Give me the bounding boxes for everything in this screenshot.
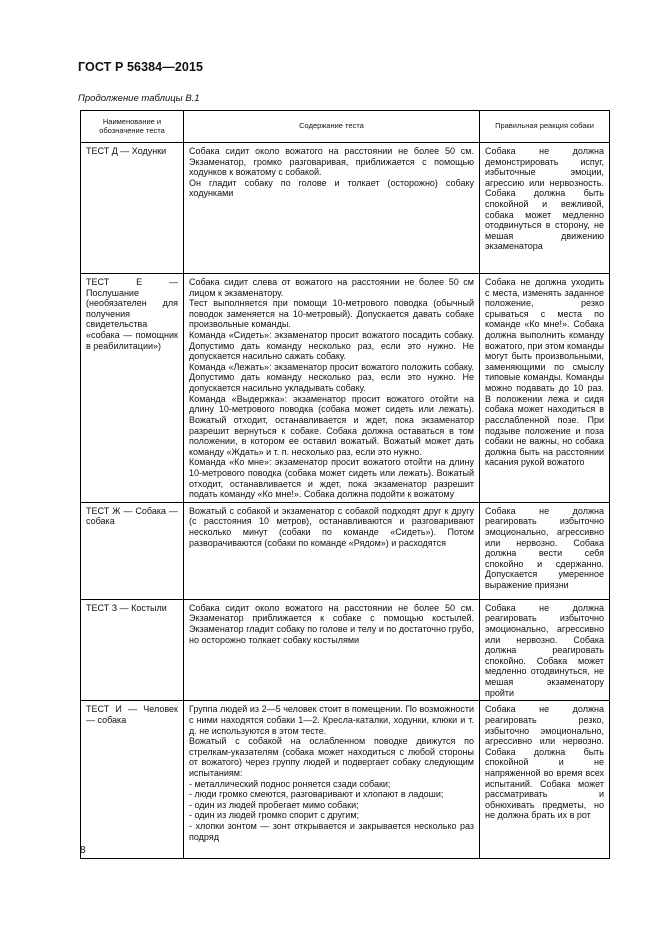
content-list-item: - хлопки зонтом — зонт открывается и закрывается несколько раз подряд bbox=[189, 820, 474, 842]
content-paragraph: Собака сидит около вожатого на расстоянии не более 50 см. Экзаменатор приближается к собаке с помощью костылей. Экзаменатор гладит собаку по голове и телу и по достаточно грубо, но осторожно толкает собаку костылями bbox=[189, 602, 474, 645]
table-row bbox=[81, 143, 610, 274]
standard-code: ГОСТ Р 56384—2015 bbox=[78, 60, 204, 74]
content-list-item: - один из людей пробегает мимо собаки; bbox=[189, 799, 359, 810]
dog-reaction bbox=[480, 701, 610, 859]
content-paragraph: Он гладит собаку по голове и толкает (осторожно) собаку ходунками bbox=[189, 177, 474, 199]
dog-reaction bbox=[480, 502, 610, 599]
content-paragraph: Команда «Ко мне»: экзаменатор просит вожатого отойти на длину 10-метрового поводка (собака может сидеть или лежать). Вожатый отходит, останавливается и ждет, пока экзаменатор разрешит подать команду «Ко мне!». Собака должна подойти к вожатому bbox=[189, 457, 474, 500]
content-paragraph: Вожатый с собакой и экзаменатор с собакой подходят друг к другу (с расстояния 10 метров), останавливаются и разговаривают несколько минут (собаки по команде «Сидеть»). Потом разворачиваются (собаки по команде «Рядом») и расходятся bbox=[189, 505, 474, 548]
table-row bbox=[81, 502, 610, 599]
test-content bbox=[184, 502, 480, 599]
content-paragraph: Вожатый с собакой на ослабленном поводке движутся по стрелкам-указателям (собака может находиться с любой стороны от вожатого) через группу людей и подвергает собаку следующим испытаниям: bbox=[189, 736, 474, 778]
test-name: ТЕСТ И — Человек — собака bbox=[81, 701, 184, 859]
column-header-reaction: Правильная реакция собаки bbox=[480, 111, 610, 143]
reaction-paragraph: Собака не должна реагировать резко, избыточно эмоционально, агрессивно или нервозно. Собака должна быть спокойной и не напряженной во время всех испытаний. Собака может рассматривать и обнюхивать предметы, но не должна брать их в рот bbox=[485, 704, 604, 821]
reaction-paragraph: Собака не должна реагировать избыточно эмоционально, агрессивно или нервозно. Собака должна вести себя спокойно и сдержанно. Допускается умеренное выражение приязни bbox=[485, 505, 604, 591]
column-header-name: Наименование и обозначение теста bbox=[81, 111, 184, 143]
table-caption: Продолжение таблицы В.1 bbox=[78, 93, 200, 104]
test-content bbox=[184, 599, 480, 700]
content-paragraph: Собака сидит слева от вожатого на расстоянии не более 50 см лицом к экзаменатору. bbox=[189, 277, 474, 298]
reaction-paragraph: Собака не должна уходить с места, изменять заданное положение, резко срываться с места по команде «Ко мне!». Собака должна выполнить команду вожатого, при этом команды могут быть произвольными, заменяющими по смыслу типовые команды. Команды можно подавать до 10 раз. В положении лежа и сидя собака может находиться в расслабленной позе. При подзыве положение и поза собаки не важны, но собака должна быть на расстоянии касания рукой вожатого bbox=[485, 277, 604, 468]
test-name: ТЕСТ Д — Ходунки bbox=[81, 143, 184, 274]
test-content bbox=[184, 701, 480, 859]
content-paragraph: Команда «Лежать»: экзаменатор просит вожатого положить собаку. Допустимо дать команду несколько раз, если это нужно. Не допускается насильно укладывать собаку. bbox=[189, 361, 474, 394]
content-list-item: - металлический поднос роняется сзади собаки; bbox=[189, 778, 391, 789]
test-name: ТЕСТ Е — Послушание (необязателен для получения свидетельства «собака — помощник в реабилитации») bbox=[81, 274, 184, 503]
content-paragraph: Собака сидит около вожатого на расстоянии не более 50 см. Экзаменатор, громко разговаривая, приближается с помощью ходунков к вожатому с собакой. bbox=[189, 146, 474, 178]
test-table bbox=[80, 110, 610, 859]
table-row bbox=[81, 599, 610, 700]
reaction-paragraph: Собака не должна демонстрировать испуг, избыточные эмоции, агрессию или нервозность. Собака должна быть спокойной и вежливой, собака может медленно отодвинуться в сторону, не мешая движению экзаменатора bbox=[485, 146, 604, 252]
content-paragraph: Группа людей из 2—5 человек стоит в помещении. По возможности с ними находятся собаки 1—2. Кресла-каталки, ходунки, клюки и т. д. не используются в этом тесте. bbox=[189, 704, 474, 736]
content-paragraph: Команда «Выдержка»: экзаменатор просит вожатого отойти на длину 10-метрового поводка (собака может сидеть или лежать). Вожатый отходит, останавливается и ждет, пока экзаменатор разрешит вернуться к собаке. Собака должна оставаться в том положении, в котором ее оставил вожатый. Вожатый может дать команду «Ждать» и т. п. несколько раз, если это нужно. bbox=[189, 393, 474, 457]
dog-reaction bbox=[480, 143, 610, 274]
dog-reaction bbox=[480, 599, 610, 700]
test-content bbox=[184, 274, 480, 503]
content-list-item: - люди громко смеются, разговаривают и хлопают в ладоши; bbox=[189, 789, 444, 800]
table-row bbox=[81, 701, 610, 859]
page-number: 8 bbox=[80, 845, 86, 856]
table-row bbox=[81, 274, 610, 503]
content-list-item: - один из людей громко спорит с другим; bbox=[189, 810, 360, 821]
column-header-content: Содержание теста bbox=[184, 111, 480, 143]
dog-reaction bbox=[480, 274, 610, 503]
test-name: ТЕСТ З — Костыли bbox=[81, 599, 184, 700]
table-header-row bbox=[81, 111, 610, 143]
content-paragraph: Тест выполняется при помощи 10-метрового поводка (обычный поводок заменяется на 10-метровый). Допускается давать собаке произвольные команды. bbox=[189, 298, 474, 330]
content-paragraph: Команда «Сидеть»: экзаменатор просит вожатого посадить собаку. Допустимо дать команду несколько раз, если это нужно. Не допускается насильно сажать собаку. bbox=[189, 330, 474, 362]
test-name: ТЕСТ Ж — Собака — собака bbox=[81, 502, 184, 599]
reaction-paragraph: Собака не должна реагировать избыточно эмоционально, агрессивно или нервозно. Собака должна реагировать спокойно. Собака может медленно отодвинуться, не мешая экзаменатору пройти bbox=[485, 602, 604, 698]
test-content bbox=[184, 143, 480, 274]
